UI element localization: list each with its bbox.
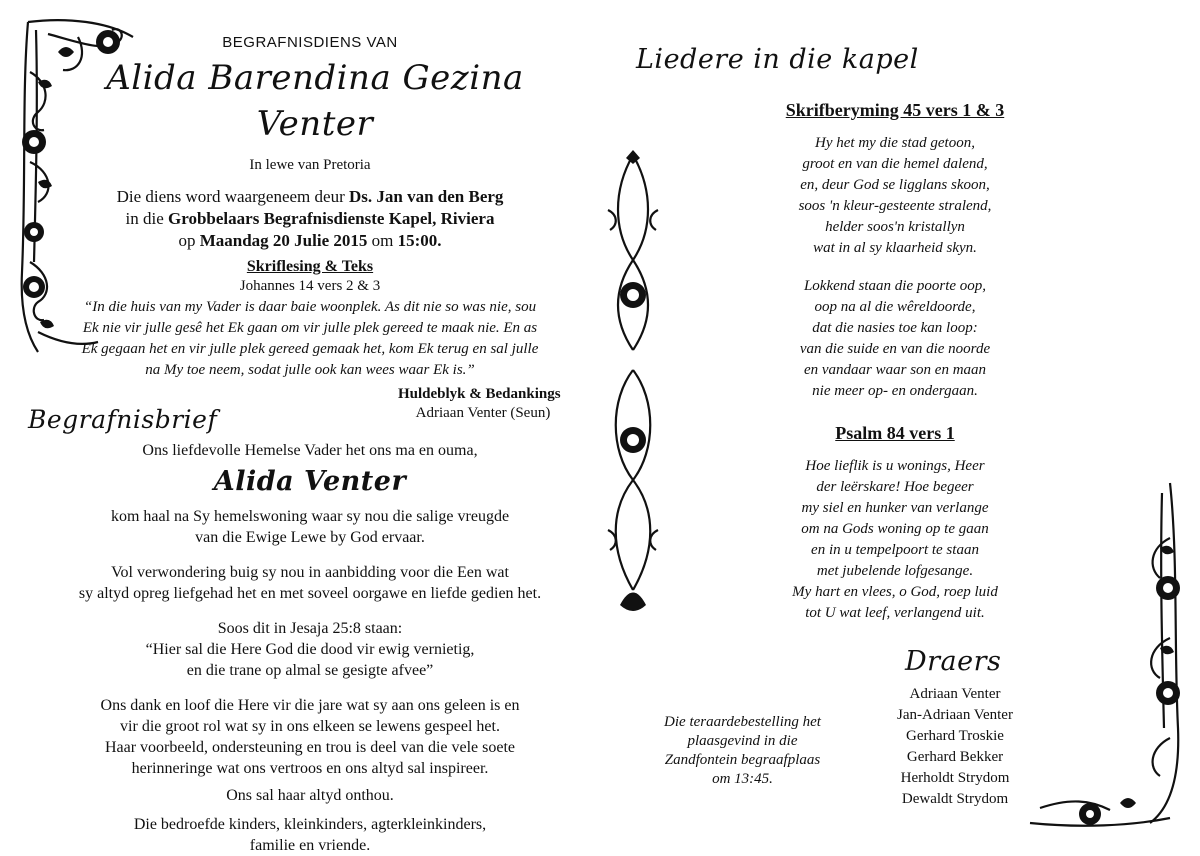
song-line: nie meer op- en ondergaan. (812, 383, 978, 399)
center-vertical-ornament (598, 150, 668, 620)
reading-line: Ek nie vir julle gesê het Ek gaan om vir julle plek gereed te maak nie. En as (82, 320, 538, 336)
service-header: BEGRAFNISDIENS VAN (222, 34, 398, 51)
bearers-title: Draers (905, 646, 1002, 677)
letter-line: Haar voorbeeld, ondersteuning en trou is deel van die vele soete (104, 739, 516, 756)
song1-text (745, 133, 1045, 402)
song-line: Hoe lieflik is u wonings, Heer (805, 458, 985, 474)
bearer-name: Jan-Adriaan Venter (897, 707, 1013, 723)
letter-line: Die bedroefde kinders, kleinkinders, agterkleinkinders, (133, 816, 487, 833)
reading-heading: Skriflesing & Teks (246, 258, 374, 275)
venue-name: Grobbelaars Begrafnisdienste Kapel, Riviera (168, 209, 495, 228)
song-line: soos 'n kleur-gesteente stralend, (798, 198, 992, 214)
bearer-name: Adriaan Venter (909, 686, 1001, 702)
song2-text (745, 456, 1045, 624)
bearer-name: Dewaldt Strydom (901, 791, 1009, 807)
burial-note (630, 713, 855, 789)
song-line: Hy het my die stad getoon, (815, 135, 975, 151)
time-prefix: om (367, 231, 398, 250)
deceased-full-name: Alida Barendina Gezina (106, 58, 524, 98)
bearers-list (870, 684, 1040, 810)
song-line: met jubelende lofgesange. (816, 563, 974, 579)
burial-line: Die teraardebestelling het (664, 714, 821, 730)
letter-line: Soos dit in Jesaja 25:8 staan: (217, 620, 403, 637)
letter-line: kom haal na Sy hemelswoning waar sy nou die salige vreugde (110, 508, 510, 525)
bearer-name: Gerhard Troskie (906, 728, 1004, 744)
song-line: Lokkend staan die poorte oop, (803, 278, 987, 294)
reading-line: “In die huis van my Vader is daar baie woonplek. As dit nie so was nie, sou (83, 299, 537, 315)
burial-line: om 13:45. (712, 771, 773, 787)
song-line: der leërskare! Hoe begeer (816, 479, 974, 495)
song2-heading: Psalm 84 vers 1 (835, 423, 955, 443)
bearer-name: Herholdt Strydom (900, 770, 1010, 786)
deceased-surname: Venter (256, 104, 374, 144)
burial-line: Zandfontein begraafplaas (664, 752, 821, 768)
letter-line: Vol verwondering buig sy nou in aanbidding voor die Een wat (111, 564, 509, 581)
songs-title: Liedere in die kapel (636, 44, 919, 75)
song-line: en, deur God se ligglans skoon, (800, 177, 990, 193)
letter-line: “Hier sal die Here God die dood vir ewig vernietig, (145, 641, 475, 658)
tribute-heading: Huldeblyk & Bedankings (398, 386, 561, 402)
song-line: dat die nasies toe kan loop: (812, 320, 978, 336)
service-date: Maandag 20 Julie 2015 (199, 231, 368, 250)
letter-title: Begrafnisbrief (28, 405, 218, 434)
song-line: my siel en hunker van verlange (801, 500, 989, 516)
song-line: oop na al die wêreldoorde, (814, 299, 976, 315)
song-line: My hart en vlees, o God, roep luid (792, 584, 998, 600)
officiant-prefix: Die diens word waargeneem deur (116, 187, 349, 206)
letter-line: Ons sal haar altyd onthou. (226, 787, 394, 804)
residence-text: In lewe van Pretoria (249, 157, 371, 173)
reading-reference: Johannes 14 vers 2 & 3 (239, 278, 381, 294)
officiant-name: Ds. Jan van den Berg (348, 187, 504, 206)
letter-line: sy altyd opreg liefgehad het en met soveel oorgawe en liefde gedien het. (78, 585, 542, 602)
song-line: groot en van die hemel dalend, (802, 156, 988, 172)
burial-line: plaasgevind in die (687, 733, 798, 749)
song1-heading: Skrifberyming 45 vers 1 & 3 (785, 100, 1005, 120)
bearer-name: Gerhard Bekker (906, 749, 1004, 765)
letter-body (40, 506, 580, 856)
right-corner-ornament (1020, 478, 1195, 838)
letter-line: vir die groot rol wat sy in ons elkeen se lewens gespeel het. (120, 718, 500, 735)
letter-name: Alida Venter (213, 466, 407, 497)
letter-line: van die Ewige Lewe by God ervaar. (195, 529, 425, 546)
date-prefix: op (178, 231, 200, 250)
song-line: en vandaar waar son en maan (803, 362, 987, 378)
song-line: om na Gods woning op te gaan (801, 521, 989, 537)
song-line: helder soos'n kristallyn (825, 219, 965, 235)
venue-prefix: in die (125, 209, 169, 228)
letter-line: familie en vriende. (249, 837, 371, 854)
song-line: en in u tempelpoort te staan (811, 542, 979, 558)
song-line: tot U wat leef, verlangend uit. (805, 605, 985, 621)
reading-text (50, 297, 570, 381)
reading-line: na My toe neem, sodat julle ook kan wees waar Ek is.” (145, 362, 475, 378)
letter-line: en die trane op almal se gesigte afvee” (186, 662, 434, 679)
song-line: wat in al sy klaarheid skyn. (813, 240, 977, 256)
song-line: van die suide en van die noorde (799, 341, 991, 357)
service-time: 15:00. (397, 231, 442, 250)
letter-line: herinneringe wat ons vertroos en ons altyd sal inspireer. (131, 760, 489, 777)
tribute-name: Adriaan Venter (Seun) (415, 405, 551, 421)
reading-line: Ek gegaan het en vir julle plek gereed gemaak het, kom Ek terug en sal julle (81, 341, 539, 357)
service-details (60, 186, 560, 252)
letter-line: Ons dank en loof die Here vir die jare wat sy aan ons geleen is en (100, 697, 520, 714)
letter-intro: Ons liefdevolle Hemelse Vader het ons ma en ouma, (142, 442, 478, 459)
